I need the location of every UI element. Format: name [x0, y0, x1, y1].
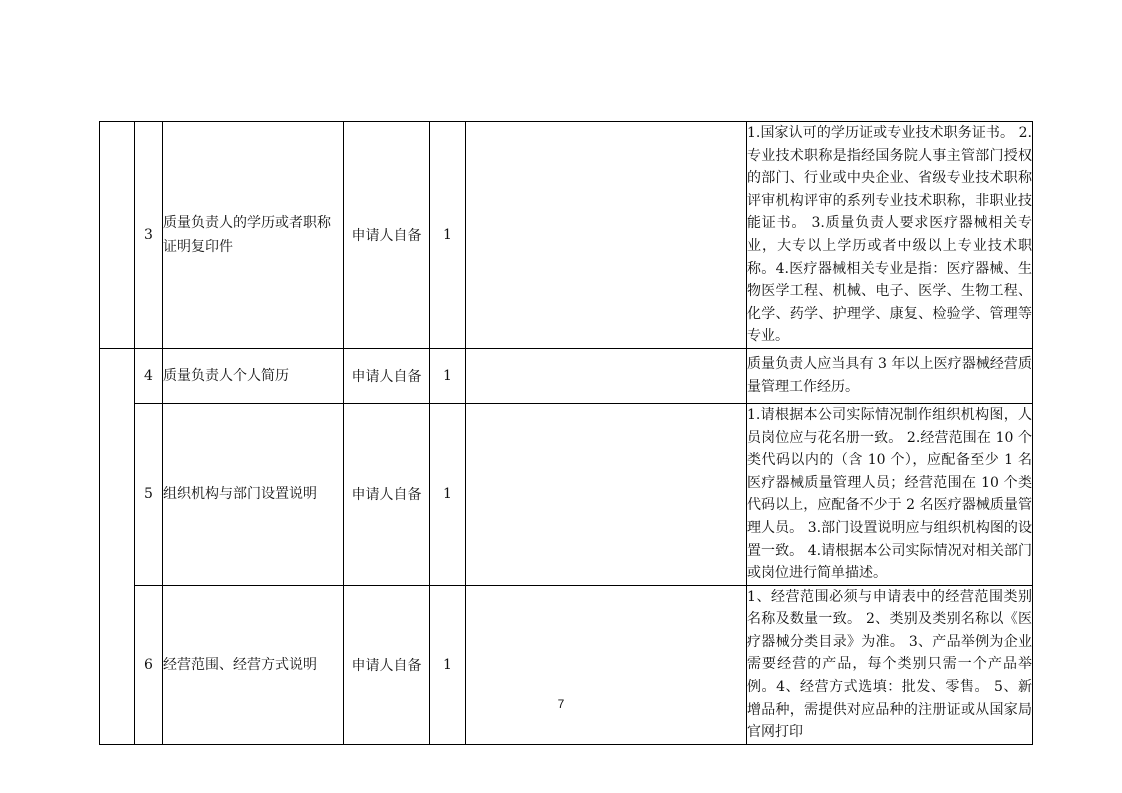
remark-cell [466, 403, 747, 585]
material-source: 申请人自备 [344, 585, 430, 744]
requirement-note: 1.国家认可的学历证或专业技术职务证书。 2.专业技术职称是指经国务院人事主管部门授权的部门、行业或中央企业、省级专业技术职称评审机构评审的系列专业技术职称，非职业技能证书。 3.质量负责人要求医疗器械相关专业，大专以上学历或者中级以上专业技术职称。4.医疗器械相关专业是指：医疗器械、生物医学工程、机械、电子、医学、生物工程、化学、药学、护理学、康复、检验学、管理等专业。 [747, 122, 1033, 349]
remark-cell [466, 585, 747, 744]
material-source: 申请人自备 [344, 348, 430, 403]
table-row [100, 348, 1033, 403]
table-row [100, 585, 1033, 744]
material-quantity: 1 [430, 122, 466, 349]
material-quantity: 1 [430, 585, 466, 744]
row-number: 3 [135, 122, 163, 349]
material-name: 质量负责人个人简历 [163, 348, 344, 403]
material-quantity: 1 [430, 348, 466, 403]
requirement-note: 1、经营范围必须与申请表中的经营范围类别名称及数量一致。 2、类别及类别名称以《医疗器械分类目录》为准。 3、产品举例为企业需要经营的产品，每个类别只需一个产品举例。4、经营方式选填：批发、零售。 5、新增品种，需提供对应品种的注册证或从国家局官网打印 [747, 585, 1033, 744]
material-name: 质量负责人的学历或者职称证明复印件 [163, 122, 344, 349]
remark-cell [466, 122, 747, 349]
row-number: 5 [135, 403, 163, 585]
row-number: 4 [135, 348, 163, 403]
materials-table [99, 121, 1033, 745]
category-cell [100, 122, 135, 349]
table-row [100, 122, 1033, 349]
material-name: 组织机构与部门设置说明 [163, 403, 344, 585]
category-cell [100, 348, 135, 744]
page-number: 7 [557, 697, 565, 711]
material-quantity: 1 [430, 403, 466, 585]
requirement-note: 质量负责人应当具有 3 年以上医疗器械经营质量管理工作经历。 [747, 348, 1033, 403]
material-source: 申请人自备 [344, 122, 430, 349]
material-source: 申请人自备 [344, 403, 430, 585]
material-name: 经营范围、经营方式说明 [163, 585, 344, 744]
requirement-note: 1.请根据本公司实际情况制作组织机构图，人员岗位应与花名册一致。 2.经营范围在 10 个类代码以内的（含 10 个），应配备至少 1 名医疗器械质量管理人员；经营范围在 10 个类代码以上，应配备不少于 2 名医疗器械质量管理人员。 3.部门设置说明应与组织机构图的设置一致。 4.请根据本公司实际情况对相关部门或岗位进行简单描述。 [747, 403, 1033, 585]
row-number: 6 [135, 585, 163, 744]
table-row [100, 403, 1033, 585]
remark-cell [466, 348, 747, 403]
